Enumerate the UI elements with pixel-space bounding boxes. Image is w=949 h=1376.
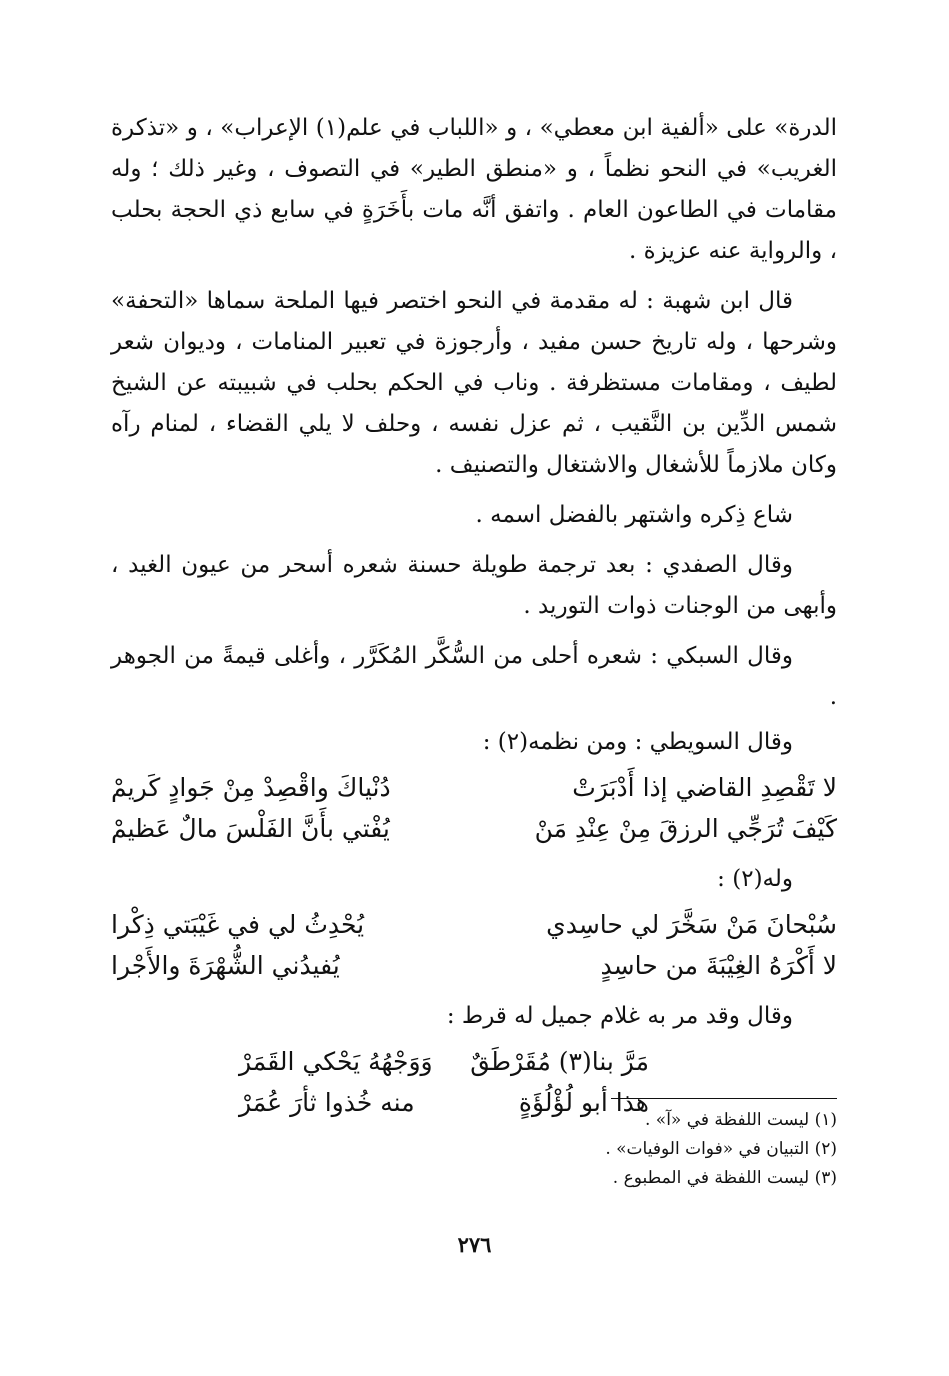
verse-second-hemistich: يُحْدِثُ لي في غَيْبَتي ذِكْرا xyxy=(111,910,365,939)
verse-second-hemistich: دُنْياكَ واقْصِدْ مِنْ جَوادٍ كَريمْ xyxy=(111,773,391,802)
footnote-divider xyxy=(611,1098,837,1099)
main-text xyxy=(111,108,837,1133)
verse-first-hemistich: لا تَقْصِدِ القاضي إذا أَدْبَرَتْ xyxy=(572,773,837,802)
verse-line xyxy=(111,904,837,945)
verse-line xyxy=(111,767,837,808)
verse-first-hemistich: سُبْحانَ مَنْ سَخَّرَ لي حاسِدي xyxy=(546,910,837,939)
footnotes xyxy=(337,1106,837,1193)
footnote-2: (٢) التبيان في «فوات الوفيات» . xyxy=(605,1139,837,1159)
paragraph-fame: شاع ذِكره واشتهر بالفضل اسمه . xyxy=(475,502,793,528)
footnote-3: (٣) ليست اللفظة في المطبوع . xyxy=(612,1168,837,1188)
paragraph-ibn-shuhba: قال ابن شهبة : له مقدمة في النحو اختصر فيها الملحة سماها «التحفة» وشرحها ، وله تاريخ حسن مفيد ، وأرجوزة في تعبير المنامات ، وديوان شعر لطيف ، ومقامات مستظرفة . وناب في الحكم بحلب في شبيبته عن الشيخ شمس الدِّين بن النَّقيب ، ثم عزل نفسه ، وحلف لا يلي القضاء ، لمنام رآه وكان ملازماً للأشغال والاشتغال والتصنيف . xyxy=(111,288,837,478)
verse-line xyxy=(239,1041,649,1082)
paragraph-poem-three-intro: وقال وقد مر به غلام جميل له قرط : xyxy=(446,1003,793,1029)
verse-first-hemistich: مَرَّ بنا(٣) مُقَرْطَقٌ xyxy=(470,1047,649,1076)
footnote-1: (١) ليست اللفظة في «آ» . xyxy=(644,1110,837,1130)
paragraph-poem-two-intro: وله(٢) : xyxy=(717,866,793,892)
paragraph-continuation: الدرة» على «ألفية ابن معطي» ، و «اللباب في علم(١) الإعراب» ، و «تذكرة الغريب» في النحو نظماً ، و «منطق الطير» في التصوف ، وغير ذلك ؛ وله مقامات في الطاعون العام . واتفق أنَّه مات بأَخَرَةٍ في سابع ذي الحجة بحلب ، والرواية عنه عزيزة . xyxy=(111,115,837,264)
poem-two xyxy=(111,904,837,986)
verse-first-hemistich: لا أَكْرَهُ الغِيْبَةَ من حاسِدٍ xyxy=(600,951,837,980)
verse-second-hemistich: يُفيدُني الشُّهْرَةَ والأَجْرا xyxy=(111,951,340,980)
verse-second-hemistich: يُفْتي بأَنَّ الفَلْسَ مالٌ عَظيمْ xyxy=(111,814,390,843)
poem-one xyxy=(111,767,837,849)
verse-first-hemistich: كَيْفَ تُرَجِّي الرزقَ مِنْ عِنْدِ مَنْ xyxy=(534,814,837,843)
verse-second-hemistich: وَوَجْهُهُ يَحْكي القَمَرْ xyxy=(239,1047,433,1076)
verse-line xyxy=(111,808,837,849)
paragraph-subki: وقال السبكي : شعره أحلى من السُّكَّر المُكَرَّر ، وأغلى قيمةً من الجوهر . xyxy=(111,643,837,710)
verse-first-hemistich: هذا أبو لُؤْلُؤَةٍ xyxy=(518,1088,649,1117)
paragraph-safadi: وقال الصفدي : بعد ترجمة طويلة حسنة شعره أسحر من عيون الغيد ، وأبهى من الوجنات ذوات التوريد . xyxy=(111,552,837,619)
paragraph-suyuti-intro: وقال السويطي : ومن نظمه(٢) : xyxy=(482,729,793,755)
page-number: ٢٧٦ xyxy=(457,1232,492,1257)
verse-line xyxy=(111,945,837,986)
verse-second-hemistich: منه خُذوا ثأرَ عُمَرْ xyxy=(239,1088,415,1117)
